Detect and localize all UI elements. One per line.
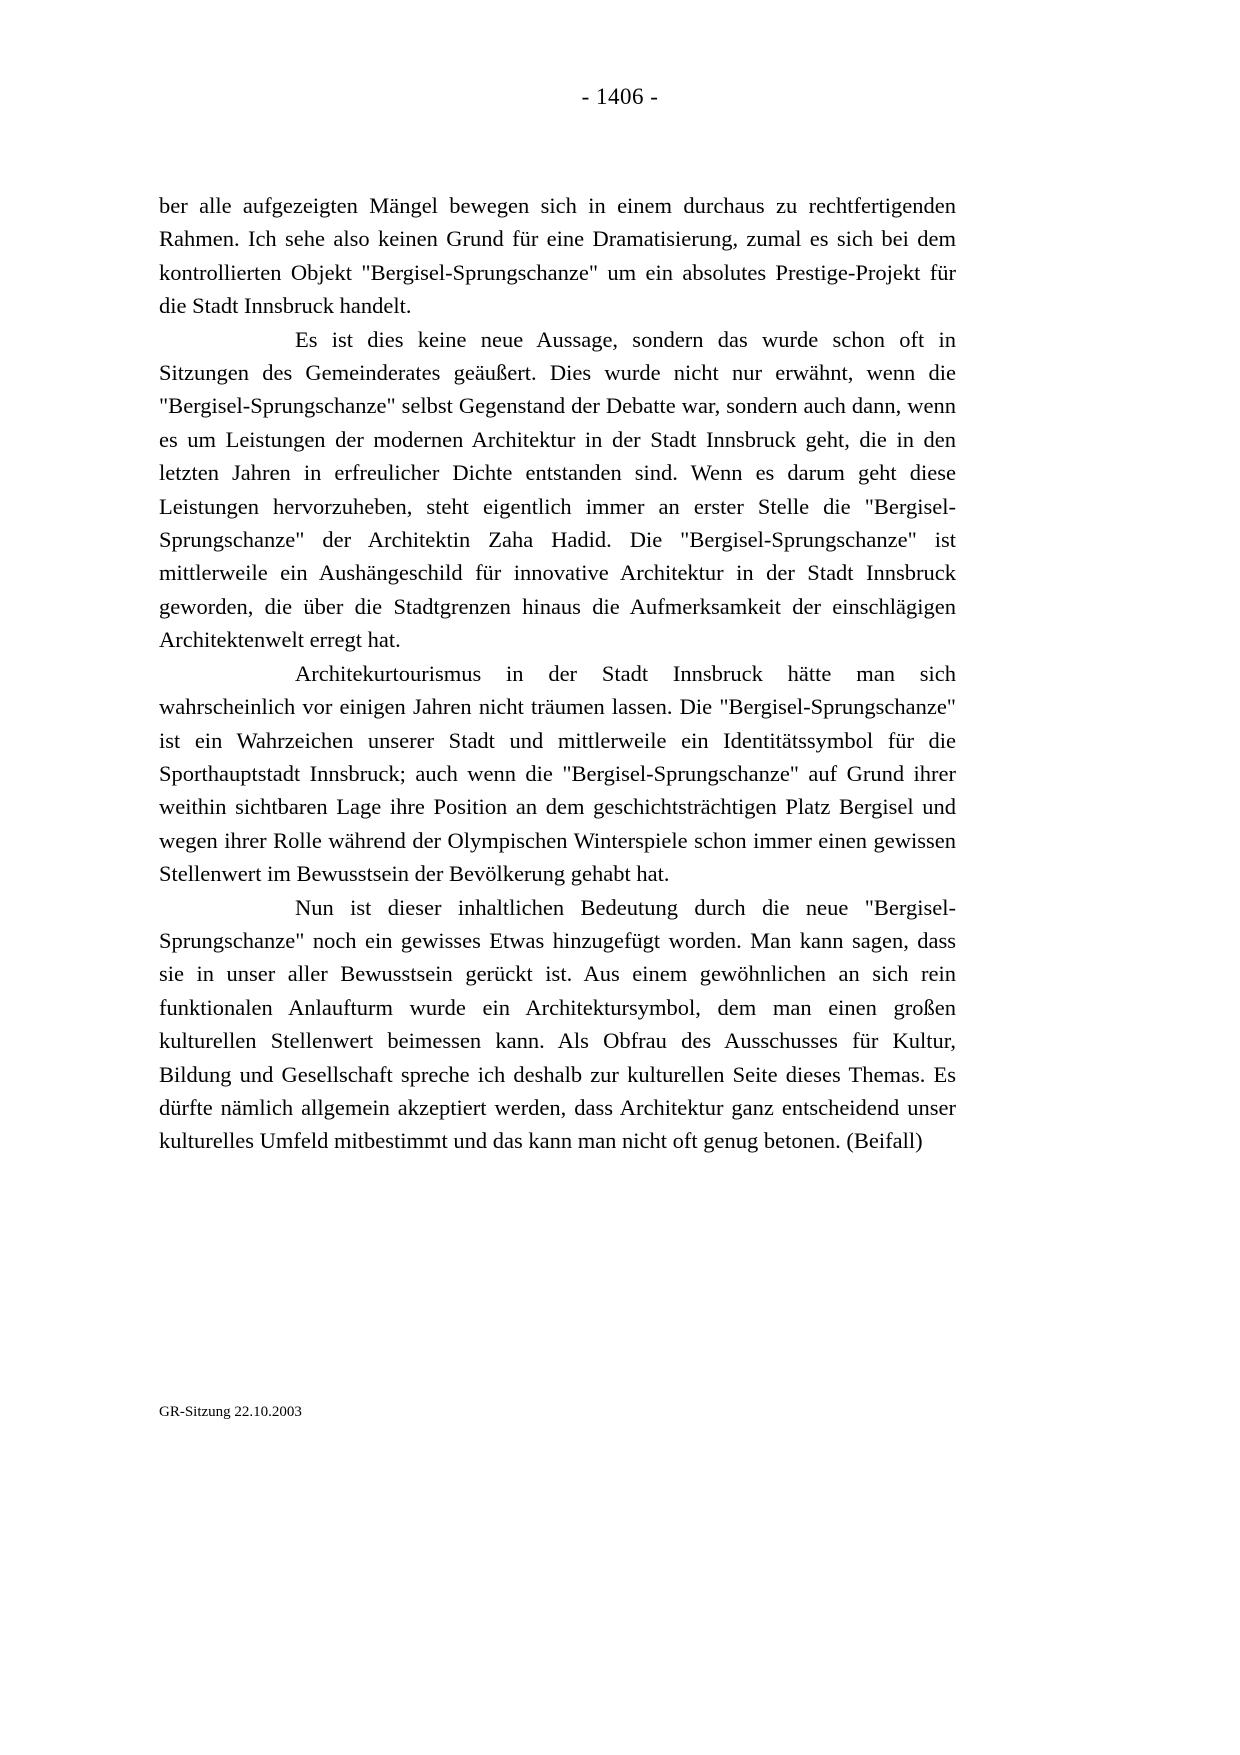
page-content [159,189,956,1158]
page-footer: GR-Sitzung 22.10.2003 [159,1404,302,1420]
paragraph-2: Es ist dies keine neue Aussage, sondern das wurde schon oft in Sitzungen des Gemeinderates geäußert. Dies wurde nicht nur erwähnt, wenn die "Bergisel-Sprungschanze" selbst Gegenstand der Debatte war, sondern auch dann, wenn es um Leistungen der modernen Architektur in der Stadt Innsbruck geht, die in den letzten Jahren in erfreulicher Dichte entstanden sind. Wenn es darum geht diese Leistungen hervorzuheben, steht eigentlich immer an erster Stelle die "Bergisel-Sprungschanze" der Architektin Zaha Hadid. Die "Bergisel-Sprungschanze" ist mittlerweile ein Aushängeschild für innovative Architektur in der Stadt Innsbruck geworden, die über die Stadtgrenzen hinaus die Aufmerksamkeit der einschlägigen Architektenwelt erregt hat. [159,326,956,653]
paragraph-1: ber alle aufgezeigten Mängel bewegen sich in einem durchaus zu rechtfertigenden Rahmen. Ich sehe also keinen Grund für eine Dramatisierung, zumal es sich bei dem kontrollierten Objekt "Bergisel-Sprungschanze" um ein absolutes Prestige-Projekt für die Stadt Innsbruck handelt. [159,193,956,319]
paragraph-3: Architekurtourismus in der Stadt Innsbruck hätte man sich wahrscheinlich vor einigen Jahren nicht träumen lassen. Die "Bergisel-Sprungschanze" ist ein Wahrzeichen unserer Stadt und mittlerweile ein Identitätssymbol für die Sporthauptstadt Innsbruck; auch wenn die "Bergisel-Sprungschanze" auf Grund ihrer weithin sichtbaren Lage ihre Position an dem geschichtsträchtigen Platz Bergisel und wegen ihrer Rolle während der Olympischen Winterspiele schon immer einen gewissen Stellenwert im Bewusstsein der Bevölkerung gehabt hat. [159,660,956,887]
paragraph-4: Nun ist dieser inhaltlichen Bedeutung durch die neue "Bergisel-Sprungschanze" noch ein gewisses Etwas hinzugefügt worden. Man kann sagen, dass sie in unser aller Bewusstsein gerückt ist. Aus einem gewöhnlichen an sich rein funktionalen Anlaufturm wurde ein Architektursymbol, dem man einen großen kulturellen Stellenwert beimessen kann. Als Obfrau des Ausschusses für Kultur, Bildung und Gesellschaft spreche ich deshalb zur kulturellen Seite dieses Themas. Es dürfte nämlich allgemein akzeptiert werden, dass Architektur ganz entscheidend unser kulturelles Umfeld mitbestimmt und das kann man nicht oft genug betonen. (Beifall) [159,894,956,1154]
page-number: - 1406 - [581,84,659,109]
